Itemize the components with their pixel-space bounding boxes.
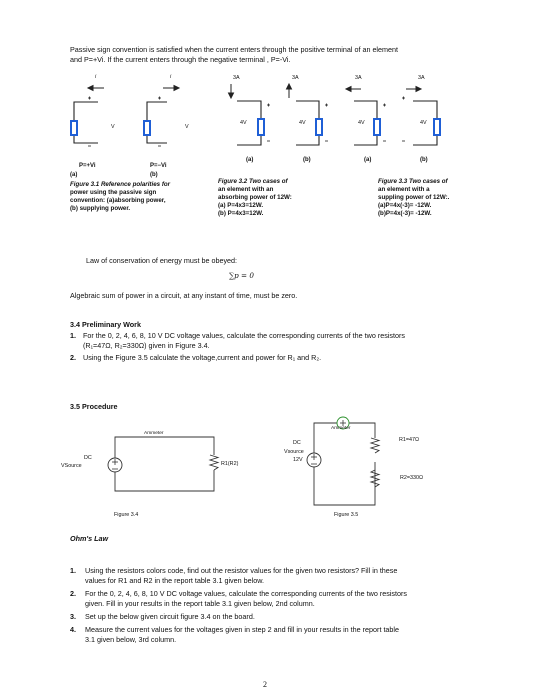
voltage-label-32b: 4V: [299, 120, 306, 126]
volts-label-35: 12V: [293, 457, 303, 463]
power-formula-31a: P=+Vi: [79, 163, 96, 169]
intro-line-1: Passive sign convention is satisfied when the current enters through the positive terminal of an element: [70, 45, 399, 54]
intro-line-2: and P=+Vi. If the current enters through the negative terminal , P=-Vi.: [70, 55, 291, 64]
ohms-num-1: 1.: [70, 566, 76, 575]
caption-31-l3: convention: (a)absorbing power,: [70, 197, 166, 204]
caption-33-l3: suppling power of 12W:.: [378, 194, 450, 201]
dc-label-35: DC: [293, 440, 301, 446]
sub-label-31b: (b): [150, 172, 158, 178]
caption-31-l4: (b) supplying power.: [70, 205, 131, 212]
caption-32-l5: (b) P=4x3=12W.: [218, 210, 264, 217]
voltage-label-33b: 4V: [420, 120, 427, 126]
prelim-num-1: 1.: [70, 331, 76, 340]
ohms-num-3: 3.: [70, 612, 76, 621]
caption-34: Figure 3.4: [114, 512, 139, 518]
r2-label-35: R2=330Ω: [400, 475, 424, 481]
prelim-item-1-a: For the 0, 2, 4, 6, 8, 10 V DC voltage values, calculate the corresponding currents of the two resistors: [83, 331, 406, 340]
sum-power-equation: ∑p = 0: [229, 271, 254, 280]
voltage-label-32a: 4V: [240, 120, 247, 126]
prelim-num-2: 2.: [70, 353, 76, 362]
sub-label-33a: (a): [364, 157, 372, 163]
vsource-label-35: Vsource: [284, 449, 304, 455]
caption-32-l3: absorbing power of 12W:: [218, 194, 292, 201]
ohms-num-4: 4.: [70, 625, 76, 634]
conservation-statement: Algebraic sum of power in a circuit, at any instant of time, must be zero.: [70, 291, 298, 300]
voltage-label-33a: 4V: [358, 120, 365, 126]
ohms-item-2-a: For the 0, 2, 4, 6, 8, 10 V DC voltage values, calculate the corresponding currents of the two resistors: [85, 589, 408, 598]
sub-label-32a: (a): [246, 157, 254, 163]
vsource-label-34: VSource: [61, 463, 82, 469]
voltage-label-31a: V: [111, 124, 115, 130]
caption-31-l1: Figure 3.1 Reference polarities for: [70, 181, 171, 188]
ohms-item-4-b: 3.1 given below, 3rd column.: [85, 635, 177, 644]
current-label-32b: 3A: [292, 75, 299, 81]
section-title-ohms-law: Ohm's Law: [70, 534, 109, 543]
ohms-item-3: Set up the below given circuit figure 3.4 on the board.: [85, 612, 255, 621]
ohms-item-2-b: given. Fill in your results in the report table 3.1 given below, 2nd column.: [85, 599, 315, 608]
caption-32-l4: (a) P=4x3=12W.: [218, 202, 264, 209]
current-label-33a: 3A: [355, 75, 362, 81]
sub-label-31a: (a): [70, 172, 78, 178]
sub-label-32b: (b): [303, 157, 311, 163]
caption-33-l2: an element with a: [378, 186, 430, 193]
dc-label-34: DC: [84, 455, 92, 461]
power-formula-31b: P=−Vi: [150, 163, 167, 169]
sub-label-33b: (b): [420, 157, 428, 163]
current-label-32a: 3A: [233, 75, 240, 81]
r1-label-35: R1=47Ω: [399, 437, 420, 443]
current-label-33b: 3A: [418, 75, 425, 81]
caption-32-l2: an element with an: [218, 186, 274, 193]
ammeter-label-34: Ammeter: [144, 431, 164, 436]
caption-33-l5: (b)P=4x(-3)= -12W.: [378, 210, 432, 217]
prelim-item-2: Using the Figure 3.5 calculate the voltage,current and power for R₁ and R₂.: [83, 353, 322, 362]
section-title-preliminary: 3.4 Preliminary Work: [70, 320, 141, 329]
page-number: 2: [263, 680, 267, 689]
ohms-item-4-a: Measure the current values for the voltages given in step 2 and fill in your results in the report table: [85, 625, 400, 634]
conservation-law: Law of conservation of energy must be obeyed:: [86, 256, 238, 265]
ohms-num-2: 2.: [70, 589, 76, 598]
caption-35: Figure 3.5: [334, 512, 359, 518]
ohms-item-1-b: values for R1 and R2 in the report table 3.1 given below.: [85, 576, 264, 585]
ammeter-label-35: Ammeter: [331, 426, 351, 431]
ohms-item-1-a: Using the resistors colors code, find out the resistor values for the given two resistors? Fill in these: [85, 566, 398, 575]
current-label-31a: i: [95, 74, 97, 80]
section-title-procedure: 3.5 Procedure: [70, 402, 118, 411]
caption-32-l1: Figure 3.2 Two cases of: [218, 178, 288, 185]
current-label-31b: i: [170, 74, 172, 80]
caption-31-l2: power using the passive sign: [70, 189, 157, 196]
voltage-label-31b: V: [185, 124, 189, 130]
caption-33-l4: (a)P=4x(-3)= -12W.: [378, 202, 432, 209]
resistor-label-34: R1(R2): [221, 461, 239, 467]
caption-33-l1: Figure 3.3 Two cases of: [378, 178, 448, 185]
prelim-item-1-b: (R₁=47Ω, R₂=330Ω) given in Figure 3.4.: [83, 341, 210, 350]
